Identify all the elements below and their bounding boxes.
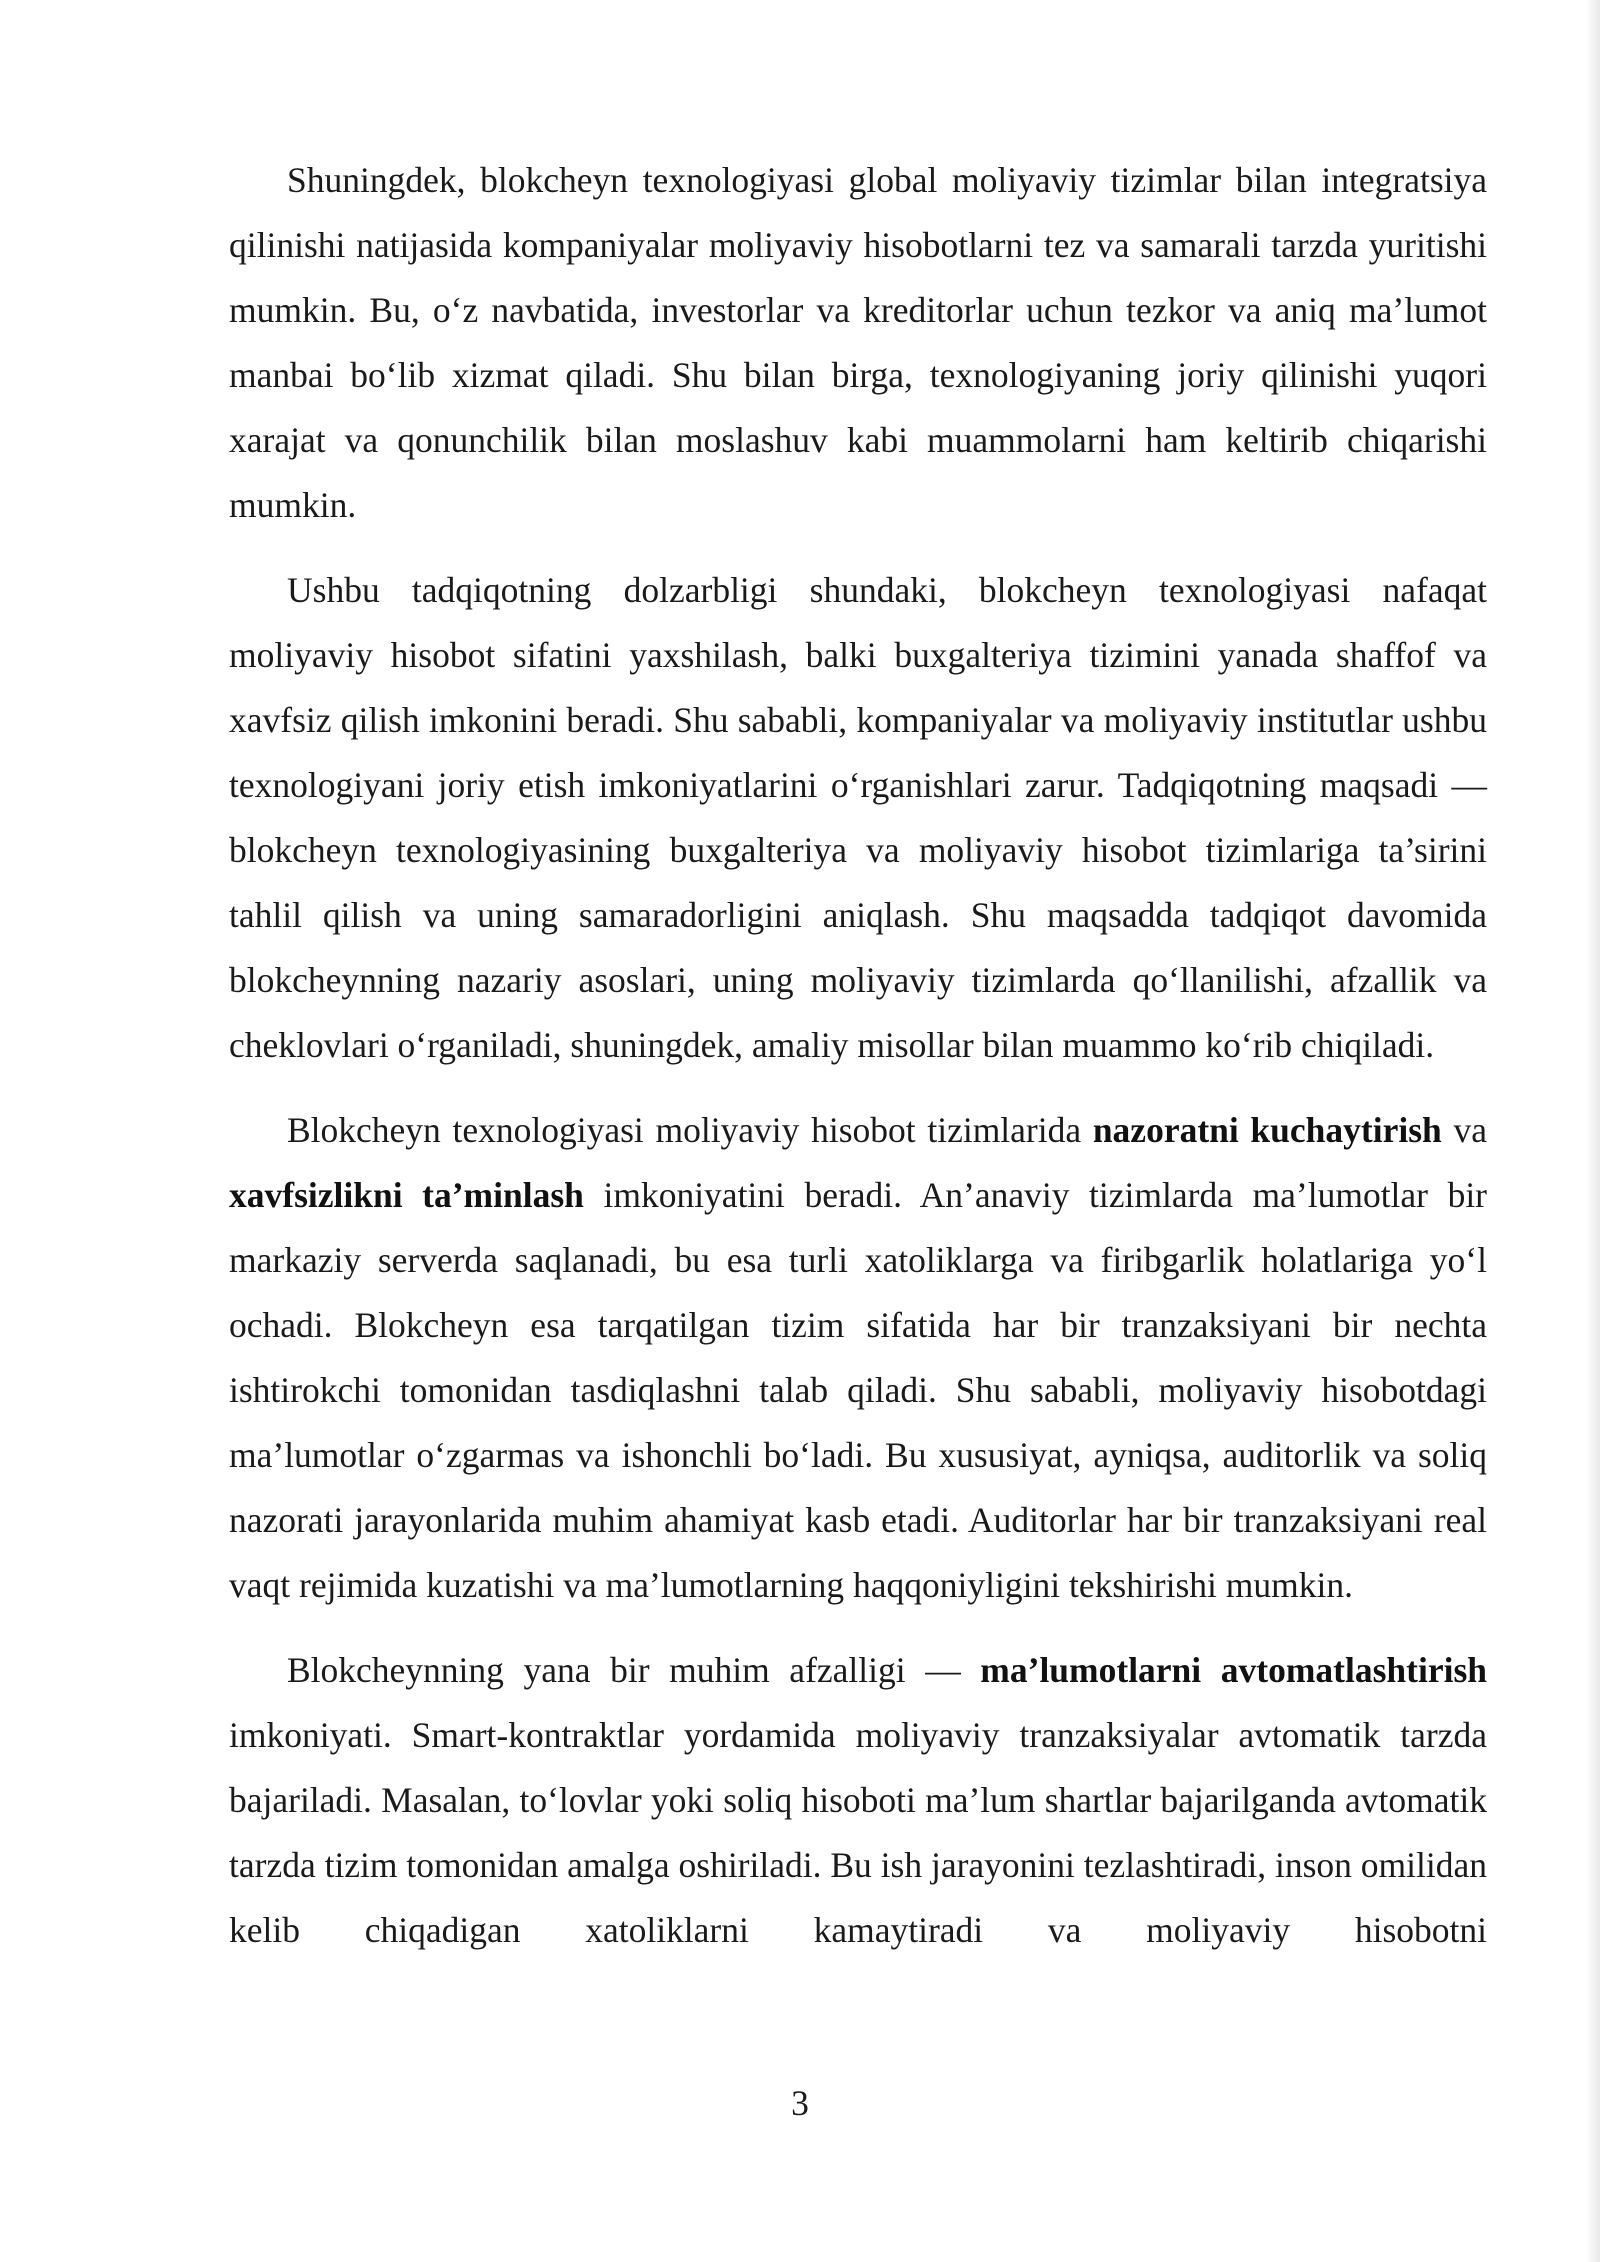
bold-phrase: ma’lumotlarni avtomatlashtirish bbox=[980, 1650, 1488, 1690]
page-edge-shadow bbox=[1586, 0, 1600, 2262]
text-run: imkoniyatini beradi. An’anaviy tizimlarda ma’lumotlar bir markaziy serverda saqlanadi, bu esa turli xatoliklarga va firibgarlik holatlariga yo‘l ochadi. Blokcheyn esa tarqatilgan tizim sifatida har bir tranzaksiyani bir nechta ishtirokchi tomonidan tasdiqlashni talab qiladi. Shu sababli, moliyaviy hisobotdagi ma’lumotlar o‘zgarmas va ishonchli bo‘ladi. Bu xususiyat, ayniqsa, auditorlik va soliq nazorati jarayonlarida muhim ahamiyat kasb etadi. Auditorlar har bir tranzaksiyani real vaqt rejimida kuzatishi va ma’lumotlarning haqqoniyligini tekshirishi mumkin. bbox=[229, 1175, 1488, 1605]
text-run: va bbox=[1441, 1110, 1487, 1150]
document-body bbox=[229, 148, 1487, 1983]
paragraph-2 bbox=[229, 558, 1487, 1078]
text-run: Blokcheyn texnologiyasi moliyaviy hisobot tizimlarida bbox=[287, 1110, 1093, 1150]
page-number: 3 bbox=[791, 2083, 809, 2123]
text-run: Ushbu tadqiqotning dolzarbligi shundaki, blokcheyn texnologiyasi nafaqat moliyaviy hisobot sifatini yaxshilash, balki buxgalteriya tizimini yanada shaffof va xavfsiz qilish imkonini beradi. Shu sababli, kompaniyalar va moliyaviy institutlar ushbu texnologiyani joriy etish imkoniyatlarini o‘rganishlari zarur. Tadqiqotning maqsadi — blokcheyn texnologiyasining buxgalteriya va moliyaviy hisobot tizimlariga ta’sirini tahlil qilish va uning samaradorligini aniqlash. Shu maqsadda tadqiqot davomida blokcheynning nazariy asoslari, uning moliyaviy tizimlarda qo‘llanilishi, afzallik va cheklovlari o‘rganiladi, shuningdek, amaliy misollar bilan muammo ko‘rib chiqiladi. bbox=[229, 570, 1487, 1065]
bold-phrase: nazoratni kuchaytirish bbox=[1092, 1110, 1442, 1150]
text-run: Shuningdek, blokcheyn texnologiyasi global moliyaviy tizimlar bilan integratsiya qilinishi natijasida kompaniyalar moliyaviy hisobotlarni tez va samarali tarzda yuritishi mumkin. Bu, o‘z navbatida, investorlar va kreditorlar uchun tezkor va aniq ma’lumot manbai bo‘lib xizmat qiladi. Shu bilan birga, texnologiyaning joriy qilinishi yuqori xarajat va qonunchilik bilan moslashuv kabi muammolarni ham keltirib chiqarishi mumkin. bbox=[229, 160, 1487, 525]
paragraph-4 bbox=[229, 1638, 1487, 1963]
text-run: imkoniyati. Smart-kontraktlar yordamida moliyaviy tranzaksiyalar avtomatik tarzda bajariladi. Masalan, to‘lovlar yoki soliq hisoboti ma’lum shartlar bajarilganda avtomatik tarzda tizim tomonidan amalga oshiriladi. Bu ish jarayonini tezlashtiradi, inson omilidan kelib chiqadigan xatoliklarni kamaytiradi va moliyaviy hisobotni bbox=[229, 1715, 1487, 1950]
paragraph-1 bbox=[229, 148, 1487, 538]
paragraph-3 bbox=[229, 1098, 1487, 1618]
text-run: Blokcheynning yana bir muhim afzalligi — bbox=[287, 1650, 981, 1690]
bold-phrase: xavfsizlikni ta’minlash bbox=[229, 1175, 584, 1215]
